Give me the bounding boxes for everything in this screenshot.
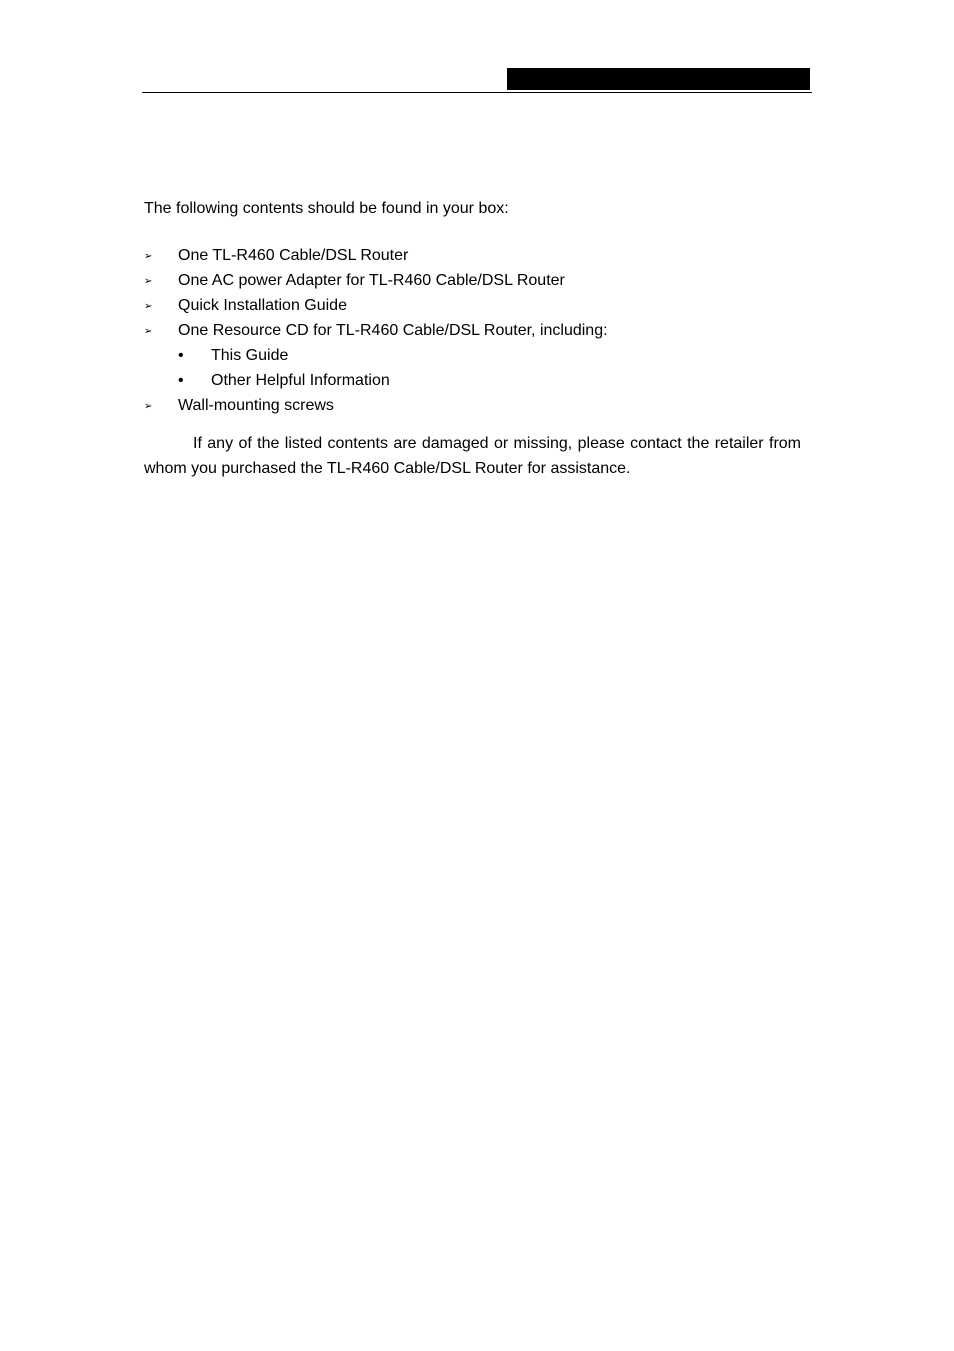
intro-text: The following contents should be found in your box: [144,200,509,217]
arrow-bullet-icon: ➢ [144,276,153,287]
sub-list-item-text: This Guide [211,347,289,364]
list-item-text: One Resource CD for TL-R460 Cable/DSL Router, including: [178,322,608,339]
arrow-bullet-icon: ➢ [144,301,153,312]
list-item-text: Quick Installation Guide [178,297,347,314]
list-item [144,243,801,268]
arrow-bullet-icon: ➢ [144,401,153,412]
list-item [144,293,801,318]
sub-list-item [144,368,801,393]
header-bar [507,68,810,90]
header-rule [142,92,812,93]
sub-list-item [144,343,801,368]
list-item-text: One TL-R460 Cable/DSL Router [178,247,409,264]
dot-bullet-icon: • [178,372,184,389]
arrow-bullet-icon: ➢ [144,326,153,337]
list-item [144,268,801,293]
arrow-bullet-icon: ➢ [144,251,153,262]
list-item [144,393,801,418]
list-item [144,318,801,343]
sub-list-item-text: Other Helpful Information [211,372,390,389]
package-contents-list [144,243,801,418]
list-item-text: Wall-mounting screws [178,397,334,414]
dot-bullet-icon: • [178,347,184,364]
list-item-text: One AC power Adapter for TL-R460 Cable/DSL Router [178,272,565,289]
page-content [144,196,801,481]
note-paragraph: If any of the listed contents are damaged or missing, please contact the retailer from whom you purchased the TL-R460 Cable/DSL Router for assistance. [144,435,801,477]
